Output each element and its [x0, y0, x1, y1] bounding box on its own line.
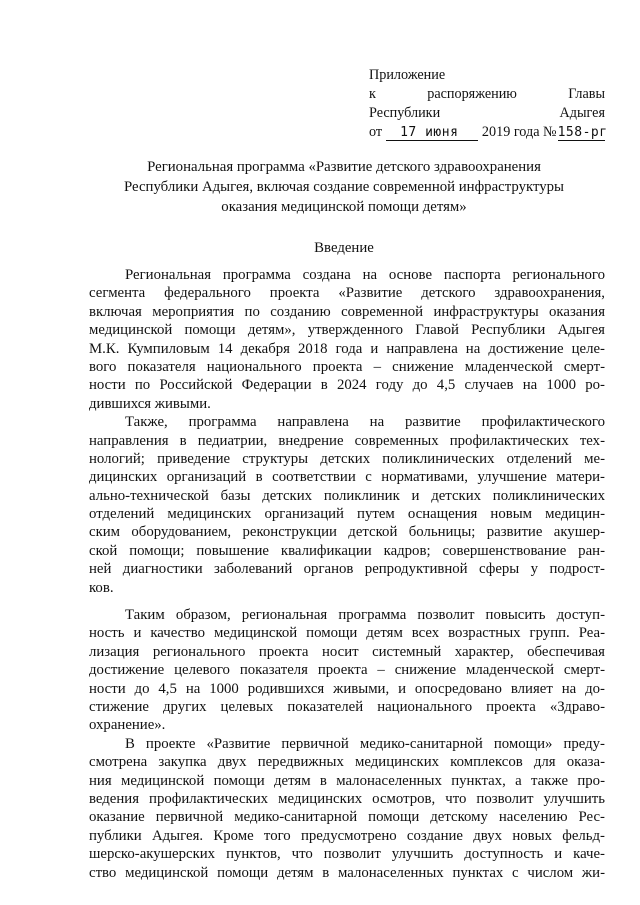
section-heading-introduction: Введение [314, 240, 374, 256]
document-body [89, 266, 605, 882]
date-handwritten: 17 июня [386, 126, 478, 141]
appendix-republic-row [369, 104, 605, 123]
text-line: сегмента федерального проекта «Развитие детского здравоохранения, [89, 285, 605, 302]
text-line: ской помощи; повышение квалификации кадров; совершенствование ран- [89, 542, 605, 559]
text-line: шерско-акушерских пунктов, что позволит улучшить доступность и каче- [89, 846, 605, 863]
text-line: охранение». [89, 717, 166, 734]
text-line: включая мероприятия по созданию современной инфраструктуры оказания [89, 303, 605, 320]
appendix-k: к [369, 86, 376, 102]
paragraph-3 [89, 606, 605, 735]
text-line: ния медицинской помощи детям в малонаселенных пунктах, а также про- [89, 772, 605, 789]
appendix-republic: Республики [369, 105, 441, 121]
text-line: оказание первичной медико-санитарной помощи детскому населению Рес- [89, 809, 605, 826]
text-line: ство медицинской помощи детям в малонаселенных пунктах с числом жи- [89, 864, 605, 881]
text-line: нологий; приведение структуры детских поликлинических отделений ме- [89, 450, 605, 467]
text-line: отделений медицинских организаций путем оснащения новым медицин- [89, 506, 605, 523]
text-line: ности по Российской Федерации в 2024 году до 4,5 случаев на 1000 ро- [89, 377, 605, 394]
appendix-decree: распоряжению [427, 86, 517, 102]
title-line: Республики Адыгея, включая создание современной инфраструктуры [124, 179, 564, 195]
text-line: ность и качество медицинской помощи детям всех возрастных групп. Реа- [89, 625, 605, 642]
appendix-date-row [369, 123, 608, 142]
text-line: дицинских организаций в соответствии с нормативами, улучшение матери- [89, 469, 605, 486]
text-line: стижение других целевых показателей национального проекта «Здраво- [89, 698, 605, 715]
text-line: ности до 4,5 на 1000 родившихся живыми, и опосредовано влияет на до- [89, 680, 605, 697]
text-line: лизация регионального проекта носит системный характер, обеспечивая [89, 643, 605, 660]
appendix-adygea: Адыгея [559, 105, 605, 121]
appendix-label-row [369, 66, 605, 85]
text-line: ально-технической базы детских поликлиник и детских поликлинических [89, 487, 605, 504]
text-line: ведения профилактических медицинских осмотров, что позволит улучшить [89, 790, 605, 807]
appendix-decree-row [369, 85, 605, 104]
text-line: дившихся живыми. [89, 395, 211, 412]
text-line: смотрена закупка двух передвижных медицинских комплексов для оказа- [89, 754, 605, 771]
title-line: оказания медицинской помощи детям» [221, 199, 467, 215]
text-line: ней диагностики заболеваний органов репродуктивной сферы у подрост- [89, 561, 605, 578]
text-line: Таким образом, региональная программа позволит повысить доступ- [125, 607, 605, 624]
appendix-label: Приложение [369, 67, 446, 83]
paragraph-2 [89, 413, 605, 597]
text-line: направления в педиатрии, внедрение современных профилактических тех- [89, 432, 605, 449]
text-line: ским оборудованием, реконструкции детской больницы; развитие акушер- [89, 524, 605, 541]
date-year: 2019 года № [481, 124, 557, 140]
text-line: Региональная программа создана на основе паспорта регионального [125, 267, 605, 283]
text-line: В проекте «Развитие первичной медико-санитарной помощи» преду- [125, 735, 605, 752]
text-line: вого показателя национального проекта – снижение младенческой смерт- [89, 358, 605, 375]
decree-number-handwritten: 158-рг [557, 125, 608, 140]
appendix-block [369, 66, 608, 142]
title-line: Региональная программа «Развитие детского здравоохранения [147, 159, 541, 175]
text-line: достижение целевого показателя проекта – снижение младенческой смерт- [89, 662, 605, 679]
text-line: ков. [89, 579, 114, 596]
text-line: публики Адыгея. Кроме того предусмотрено создание двух новых фельд- [89, 827, 605, 844]
text-line: медицинской помощи детям», утвержденного Главой Республики Адыгея [89, 322, 605, 339]
paragraph-1 [89, 266, 605, 413]
paragraph-spacer [89, 597, 605, 606]
text-line: Также, программа направлена на развитие профилактического [125, 414, 605, 431]
appendix-head: Главы [568, 86, 605, 102]
paragraph-4 [89, 735, 605, 882]
document-title [70, 157, 618, 217]
text-line: М.К. Кумпиловым 14 декабря 2018 года и направлена на достижение целе- [89, 340, 605, 357]
date-prefix: от [369, 124, 383, 140]
